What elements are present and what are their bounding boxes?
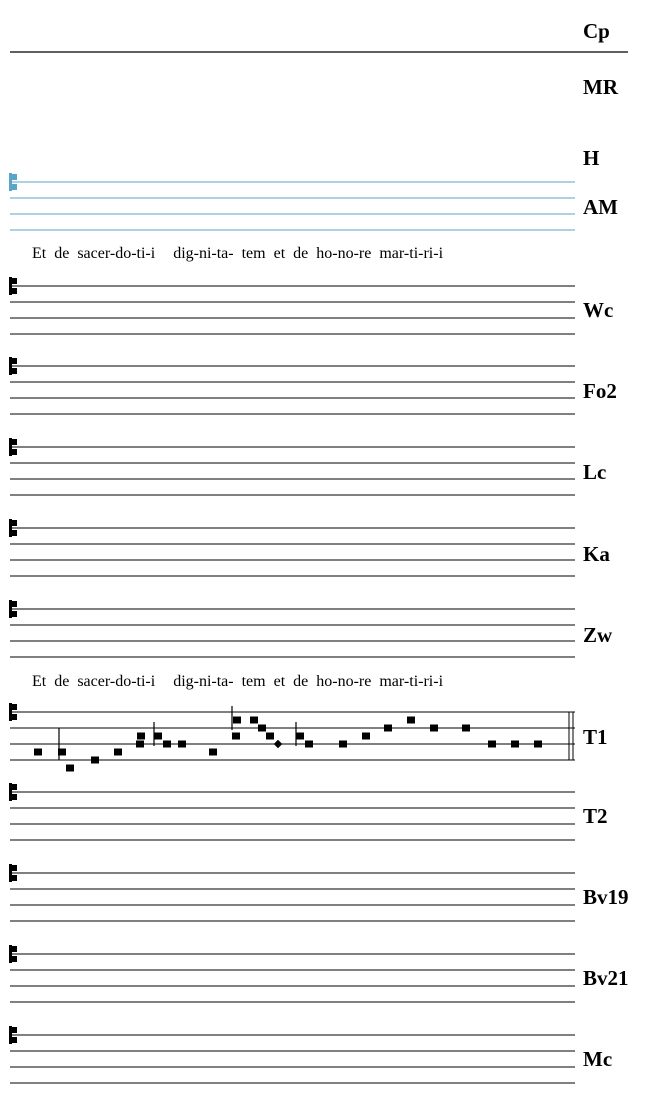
c-clef-icon [9,438,12,456]
siglum-zw: Zw [583,623,613,647]
c-clef-icon [12,449,17,455]
neume-note [178,741,186,748]
neume-note [232,733,240,740]
siglum-t1: T1 [583,725,608,749]
lyric-word: de [54,245,70,262]
lyric-word: sacer-do-ti-i [77,245,156,262]
siglum-fo2: Fo2 [583,379,617,403]
siglum-mr: MR [583,75,618,99]
neume-note [407,717,415,724]
c-clef-icon [12,794,17,800]
neume-note [137,733,145,740]
c-clef-icon [12,611,17,617]
c-clef-icon [12,1027,17,1033]
neume-note [511,741,519,748]
neume-note [209,749,217,756]
c-clef-icon [9,783,12,801]
siglum-bv21: Bv21 [583,966,629,990]
c-clef-icon [9,600,12,618]
c-clef-icon [9,519,12,537]
lyric-word: mar-ti-ri-i [379,245,444,262]
c-clef-icon [12,288,17,294]
c-clef-icon [9,864,12,882]
lyric-word: dig-ni-ta- [173,245,234,262]
c-clef-icon [12,174,17,180]
lyric-word: Et [32,673,47,690]
c-clef-icon [12,784,17,790]
neume-note [339,741,347,748]
siglum-cp: Cp [583,19,610,43]
siglum-ka: Ka [583,542,610,566]
c-clef-icon [9,173,12,191]
c-clef-icon [9,357,12,375]
lyric-word: dig-ni-ta- [173,673,234,690]
c-clef-icon [9,945,12,963]
neume-note [136,741,144,748]
c-clef-icon [12,358,17,364]
neume-note [34,749,42,756]
neume-note [462,725,470,732]
neume-note [154,733,162,740]
c-clef-icon [12,1037,17,1043]
siglum-lc: Lc [583,460,607,484]
c-clef-icon [12,368,17,374]
neume-note [163,741,171,748]
lyric-word: et [273,673,286,690]
neume-note [91,757,99,764]
siglum-bv19: Bv19 [583,885,629,909]
lyric-word: sacer-do-ti-i [77,673,156,690]
siglum-h: H [583,146,600,170]
c-clef-icon [12,704,17,710]
lyric-word: de [293,245,309,262]
neume-note [534,741,542,748]
c-clef-icon [9,277,12,295]
c-clef-icon [12,530,17,536]
siglum-am: AM [583,195,618,219]
lyrics-line-t1 [32,674,451,690]
siglum-mc: Mc [583,1047,613,1071]
lyric-word: ho-no-re [316,673,372,690]
c-clef-icon [12,439,17,445]
siglum-t2: T2 [583,804,608,828]
lyric-word: mar-ti-ri-i [379,673,444,690]
lyric-word: Et [32,245,47,262]
neume-note [274,740,282,748]
lyric-word: de [293,673,309,690]
c-clef-icon [12,865,17,871]
lyrics-line-am [32,246,451,262]
neume-note [66,765,74,772]
neume-note [296,733,304,740]
c-clef-icon [12,520,17,526]
lyric-word: ho-no-re [316,245,372,262]
neume-note [233,717,241,724]
neume-note [250,717,258,724]
c-clef-icon [12,278,17,284]
lyric-word: tem [241,673,266,690]
lyric-word: de [54,673,70,690]
c-clef-icon [12,184,17,190]
c-clef-icon [12,875,17,881]
c-clef-icon [12,601,17,607]
neume-note [266,733,274,740]
c-clef-icon [12,956,17,962]
neume-note [258,725,266,732]
lyric-word: et [273,245,286,262]
lyric-word: tem [241,245,266,262]
neume-note [305,741,313,748]
siglum-wc: Wc [583,298,614,322]
c-clef-icon [9,1026,12,1044]
neume-note [362,733,370,740]
c-clef-icon [9,703,12,721]
neume-note [488,741,496,748]
neume-note [114,749,122,756]
c-clef-icon [12,714,17,720]
neume-note [384,725,392,732]
neume-note [430,725,438,732]
c-clef-icon [12,946,17,952]
